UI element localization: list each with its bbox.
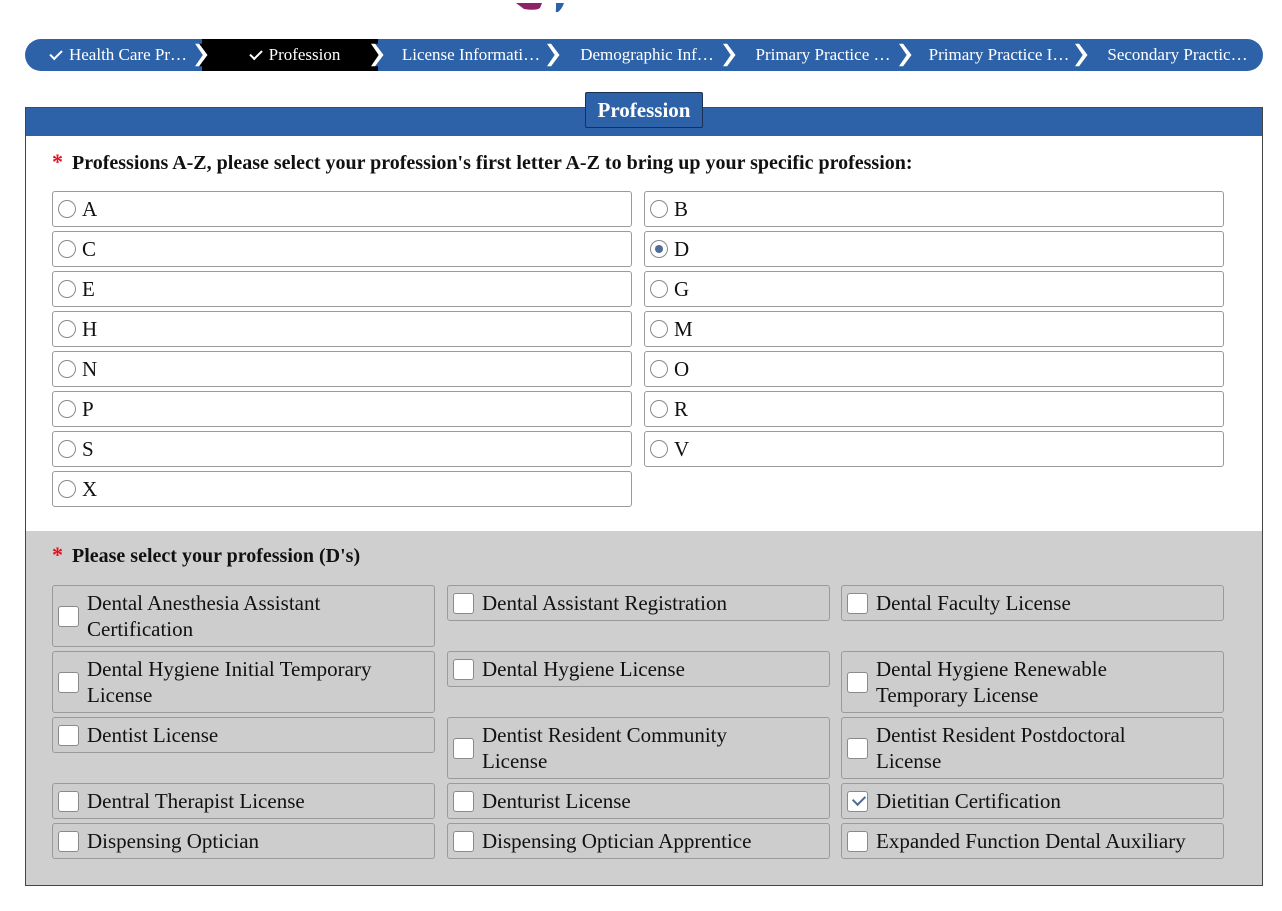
radio-button[interactable]	[58, 280, 76, 298]
profession-option[interactable]	[447, 823, 830, 859]
profession-label: Dental Anesthesia Assistant Certification	[87, 591, 321, 641]
checkbox[interactable]	[58, 831, 79, 852]
step-label: Secondary Practic…	[1107, 45, 1248, 64]
radio-button[interactable]	[58, 400, 76, 418]
checkbox-checked[interactable]	[847, 791, 868, 812]
letter-option-h[interactable]	[52, 311, 632, 347]
profession-option[interactable]	[52, 717, 435, 753]
profession-label: Dental Assistant Registration	[482, 591, 727, 615]
profession-label: Expanded Function Dental Auxiliary	[876, 829, 1186, 853]
profession-option[interactable]	[841, 717, 1224, 779]
step-label: Health Care Pr…	[68, 45, 188, 64]
step-profession[interactable]	[202, 39, 378, 71]
step-health-care-provider[interactable]	[25, 39, 202, 71]
letter-question-text: Professions A-Z, please select your profession's first letter A-Z to bring up your specific profession:	[72, 152, 913, 174]
checkbox[interactable]	[453, 738, 474, 759]
profession-label: Dental Hygiene Renewable Temporary License	[876, 657, 1107, 707]
checkbox[interactable]	[847, 593, 868, 614]
letter-question	[52, 149, 913, 175]
letter-option-e[interactable]	[52, 271, 632, 307]
step-secondary-practice[interactable]	[1082, 39, 1263, 71]
radio-button[interactable]	[58, 240, 76, 258]
profession-option[interactable]	[841, 585, 1224, 621]
step-demographic-information[interactable]	[554, 39, 730, 71]
profession-label: Dispensing Optician Apprentice	[482, 829, 752, 853]
letter-option-d[interactable]	[644, 231, 1224, 267]
radio-button-selected[interactable]	[650, 240, 668, 258]
step-primary-practice[interactable]	[730, 39, 906, 71]
letter-option-b[interactable]	[644, 191, 1224, 227]
letter-label: D	[674, 236, 690, 261]
required-marker: *	[52, 149, 63, 174]
section-title: Profession	[585, 92, 703, 128]
radio-button[interactable]	[650, 400, 668, 418]
profession-option[interactable]	[841, 783, 1224, 819]
radio-button[interactable]	[58, 320, 76, 338]
letter-label: N	[82, 356, 98, 381]
step-label: Profession	[268, 45, 341, 64]
profession-label: Dentist Resident Postdoctoral License	[876, 723, 1126, 773]
radio-button[interactable]	[650, 200, 668, 218]
profession-label: Dental Hygiene Initial Temporary License	[87, 657, 372, 707]
profession-label: Denturist License	[482, 789, 631, 813]
letter-label: C	[82, 236, 97, 261]
step-license-information[interactable]	[378, 39, 554, 71]
profession-option[interactable]	[841, 651, 1224, 713]
letter-label: A	[82, 196, 98, 221]
letter-option-r[interactable]	[644, 391, 1224, 427]
letter-label: G	[674, 276, 690, 301]
step-primary-practice-info[interactable]	[906, 39, 1082, 71]
profession-option[interactable]	[841, 823, 1224, 859]
letter-option-c[interactable]	[52, 231, 632, 267]
radio-button[interactable]	[58, 480, 76, 498]
profession-label: Dentral Therapist License	[87, 789, 305, 813]
step-label: License Informati…	[401, 45, 541, 64]
checkbox[interactable]	[847, 831, 868, 852]
step-label: Demographic Inf…	[580, 45, 714, 64]
letter-label: H	[82, 316, 98, 341]
letter-option-g[interactable]	[644, 271, 1224, 307]
checkbox[interactable]	[58, 725, 79, 746]
profession-option[interactable]	[52, 823, 435, 859]
checkmark-icon	[249, 47, 262, 60]
wizard-steps	[25, 39, 1263, 71]
radio-button[interactable]	[650, 440, 668, 458]
checkmark-icon	[49, 47, 62, 60]
letter-option-a[interactable]	[52, 191, 632, 227]
letter-option-m[interactable]	[644, 311, 1224, 347]
profession-option[interactable]	[447, 651, 830, 687]
step-label: Primary Practice …	[755, 45, 891, 64]
letter-option-o[interactable]	[644, 351, 1224, 387]
letter-option-p[interactable]	[52, 391, 632, 427]
profession-option[interactable]	[447, 717, 830, 779]
radio-button[interactable]	[650, 280, 668, 298]
radio-button[interactable]	[58, 440, 76, 458]
profession-option[interactable]	[447, 585, 830, 621]
checkbox[interactable]	[847, 738, 868, 759]
checkbox[interactable]	[453, 659, 474, 680]
radio-button[interactable]	[58, 360, 76, 378]
profession-option[interactable]	[52, 651, 435, 713]
letter-label: O	[674, 356, 690, 381]
letter-option-s[interactable]	[52, 431, 632, 467]
logo-fragment	[512, 0, 582, 10]
letter-label: P	[82, 396, 94, 421]
profession-label: Dispensing Optician	[87, 829, 260, 853]
checkbox[interactable]	[453, 791, 474, 812]
letter-option-v[interactable]	[644, 431, 1224, 467]
profession-question-text: Please select your profession (D's)	[72, 545, 361, 567]
radio-button[interactable]	[58, 200, 76, 218]
letter-option-x[interactable]	[52, 471, 632, 507]
profession-question	[52, 542, 360, 568]
letter-label: R	[674, 396, 689, 421]
letter-option-n[interactable]	[52, 351, 632, 387]
profession-label: Dentist Resident Community License	[482, 723, 727, 773]
checkbox[interactable]	[453, 831, 474, 852]
letter-label: X	[82, 476, 98, 501]
checkbox[interactable]	[453, 593, 474, 614]
profession-label: Dentist License	[87, 723, 219, 747]
required-marker: *	[52, 542, 63, 567]
radio-button[interactable]	[650, 320, 668, 338]
radio-button[interactable]	[650, 360, 668, 378]
profession-label: Dietitian Certification	[876, 789, 1061, 813]
checkbox[interactable]	[58, 791, 79, 812]
letter-label: M	[674, 316, 693, 341]
checkbox[interactable]	[58, 672, 79, 693]
checkbox[interactable]	[58, 606, 79, 627]
checkbox[interactable]	[847, 672, 868, 693]
profession-label: Dental Hygiene License	[482, 657, 685, 681]
letter-label: S	[82, 436, 94, 461]
profession-option[interactable]	[52, 585, 435, 647]
profession-option[interactable]	[447, 783, 830, 819]
letter-label: V	[674, 436, 690, 461]
letter-label: B	[674, 196, 689, 221]
letter-label: E	[82, 276, 95, 301]
profession-option[interactable]	[52, 783, 435, 819]
step-label: Primary Practice I…	[928, 45, 1070, 64]
profession-label: Dental Faculty License	[876, 591, 1071, 615]
